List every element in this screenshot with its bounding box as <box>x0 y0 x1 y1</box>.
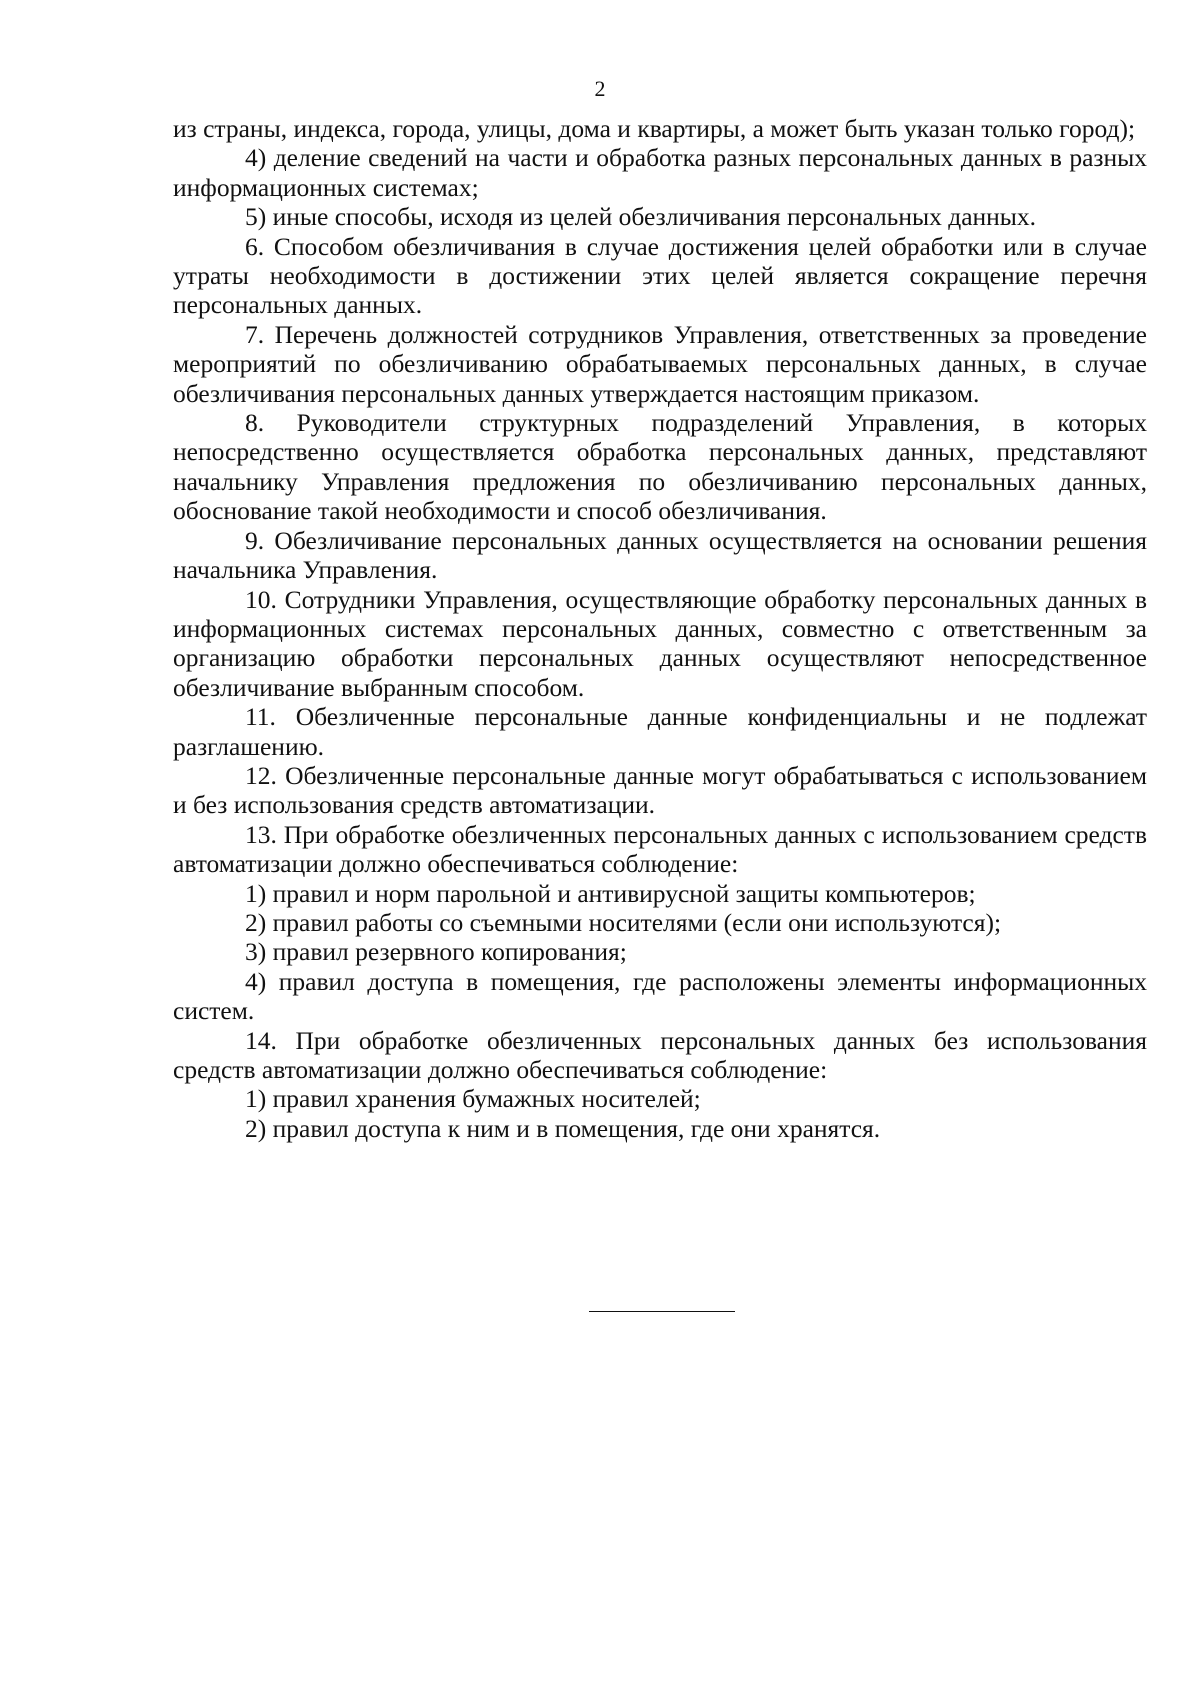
list-item-5-other-methods: 5) иные способы, исходя из целей обезличивания персональных данных. <box>245 202 1037 232</box>
list-item-4-splitting: 4) деление сведений на части и обработка разных персональных данных в разных информационных системах; <box>173 143 1147 202</box>
clause-12: 12. Обезличенные персональные данные могут обрабатываться с использованием и без использования средств автоматизации. <box>173 760 1147 820</box>
clause-10: 10. Сотрудники Управления, осуществляющие обработку персональных данных в информационных системах персональных данных, совместно с ответственным за организацию обработки персональных данных осуществляют непосредственное обезличивание выбранным способом. <box>173 584 1147 702</box>
document-body <box>173 114 1147 1143</box>
paragraph-address-continuation: из страны, индекса, города, улицы, дома и квартиры, а может быть указан только город); <box>173 114 1136 143</box>
clause-13: 13. При обработке обезличенных персональных данных с использованием средств автоматизации должно обеспечиваться соблюдение: <box>173 819 1147 879</box>
clause-7: 7. Перечень должностей сотрудников Управления, ответственных за проведение мероприятий по обезличиванию обрабатываемых персональных данных, в случае обезличивания персональных данных утверждается настоящим приказом. <box>173 319 1147 408</box>
clause-6: 6. Способом обезличивания в случае достижения целей обработки или в случае утраты необходимости в достижении этих целей является сокращение перечня персональных данных. <box>173 231 1147 320</box>
clause-8: 8. Руководители структурных подразделений Управления, в которых непосредственно осуществляется обработка персональных данных, представляют начальнику Управления предложения по обезличиванию персональных данных, обоснование такой необходимости и способ обезличивания. <box>173 408 1147 526</box>
clause-11: 11. Обезличенные персональные данные конфиденциальны и не подлежат разглашению. <box>173 702 1147 761</box>
clause-14-item-1: 1) правил хранения бумажных носителей; <box>245 1084 701 1114</box>
clause-13-item-3: 3) правил резервного копирования; <box>245 937 627 967</box>
clause-13-item-1: 1) правил и норм парольной и антивирусной защиты компьютеров; <box>245 878 976 908</box>
clause-13-item-2: 2) правил работы со съемными носителями (если они используются); <box>245 907 1002 937</box>
clause-13-item-4: 4) правил доступа в помещения, где расположены элементы информационных систем. <box>173 966 1147 1026</box>
closing-divider <box>589 1311 735 1312</box>
page-number: 2 <box>594 76 606 101</box>
clause-14-item-2: 2) правил доступа к ним и в помещения, где они хранятся. <box>245 1113 881 1143</box>
clause-9: 9. Обезличивание персональных данных осуществляется на основании решения начальника Управления. <box>173 525 1147 585</box>
clause-14: 14. При обработке обезличенных персональных данных без использования средств автоматизации должно обеспечиваться соблюдение: <box>173 1025 1147 1084</box>
